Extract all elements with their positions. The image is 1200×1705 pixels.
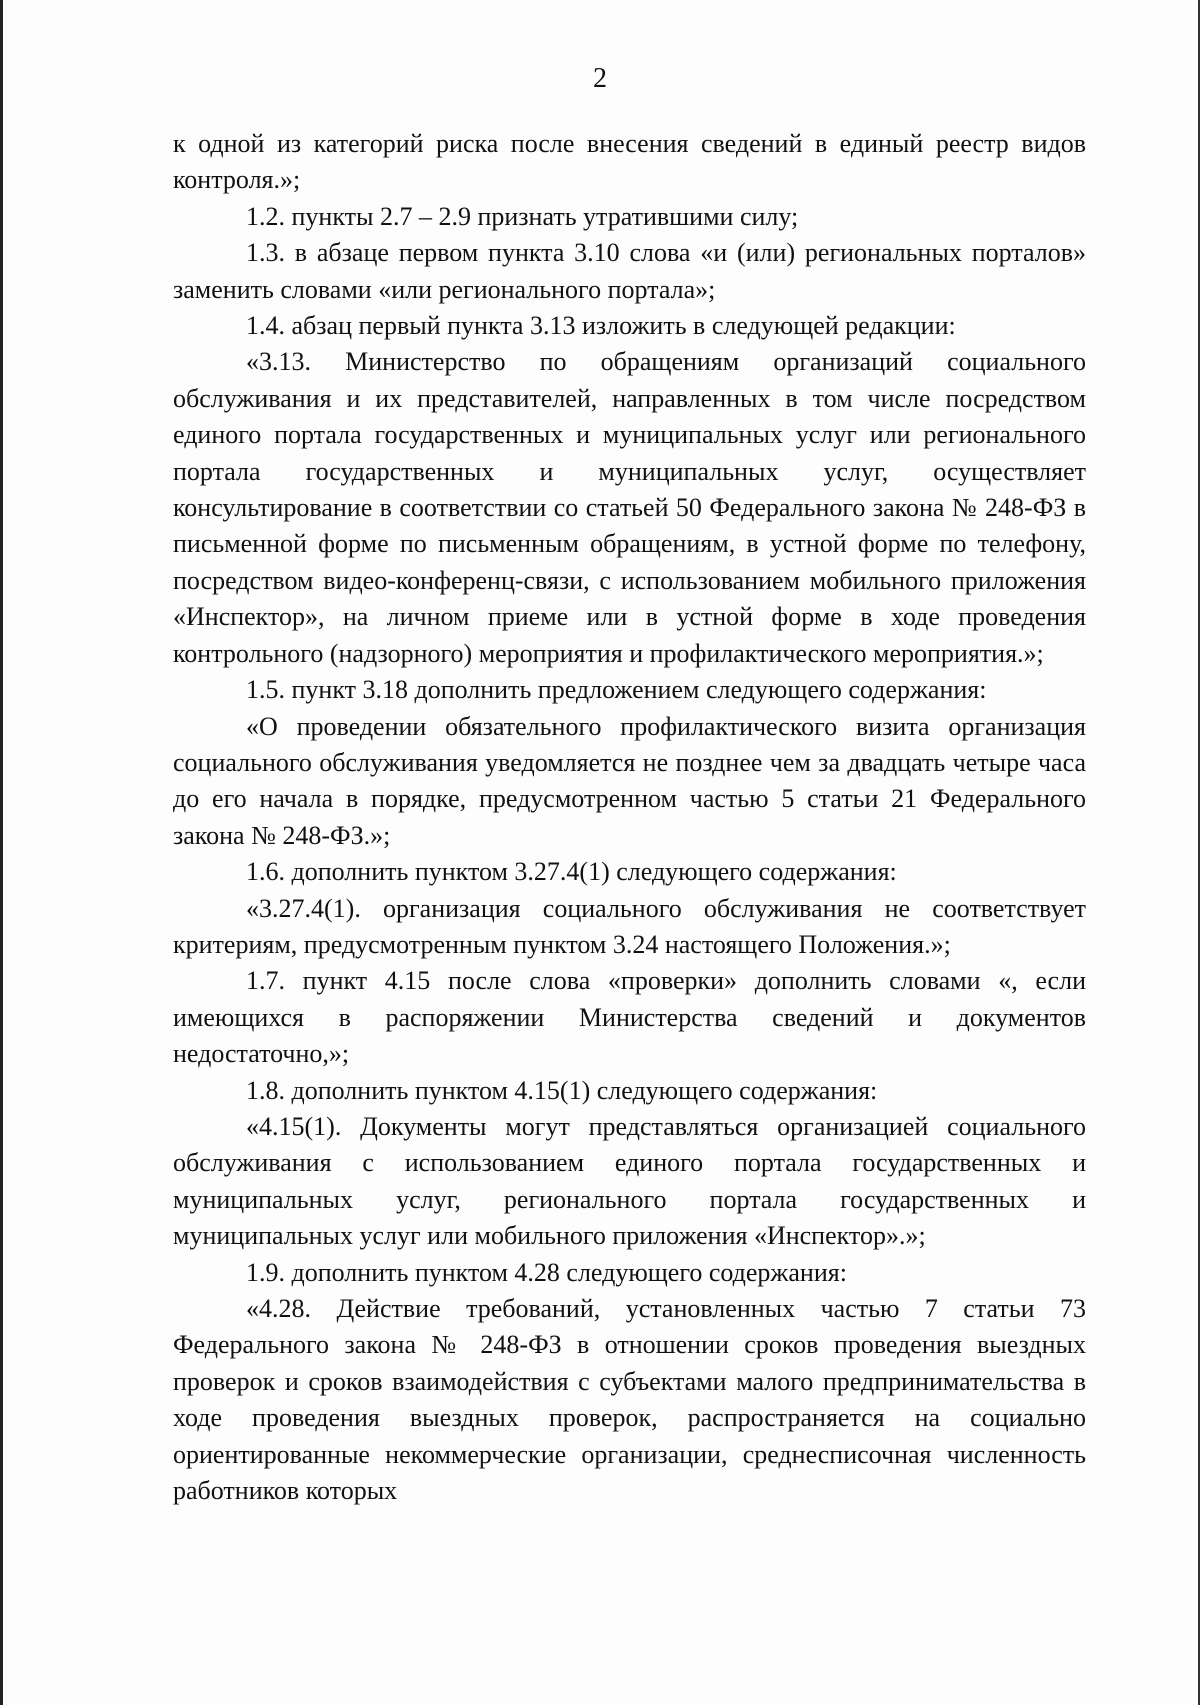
paragraph-1-9: 1.9. дополнить пунктом 4.28 следующего содержания: [246, 1257, 847, 1287]
paragraph-quote-3-27-4-1: «3.27.4(1). организация социального обслуживания не соответствует критериям, предусмотренным пунктом 3.24 настоящего Положения.»; [173, 893, 1086, 959]
paragraph-1-7: 1.7. пункт 4.15 после слова «проверки» дополнить словами «, если имеющихся в распоряжении Министерства сведений и документов недостаточно,»; [173, 966, 1086, 1069]
scan-edge-left [0, 0, 3, 1705]
paragraph-1-2: 1.2. пункты 2.7 – 2.9 признать утратившими силу; [246, 201, 799, 231]
document-body [173, 126, 1086, 1509]
paragraph-1-8: 1.8. дополнить пунктом 4.15(1) следующего содержания: [246, 1075, 878, 1105]
paragraph-quote-visit: «О проведении обязательного профилактического визита организация социального обслуживания уведомляется не позднее чем за двадцать четыре часа до его начала в порядке, предусмотренном частью 5 статьи 21 Федерального закона № 248-ФЗ.»; [173, 711, 1086, 850]
paragraph-continuation: к одной из категорий риска после внесения сведений в единый реестр видов контроля.»; [173, 129, 1086, 195]
paragraph-quote-4-15-1: «4.15(1). Документы могут представляться организацией социального обслуживания с использованием единого портала государственных и муниципальных услуг, регионального портала государственных и муниципальных услуг или мобильного приложения «Инспектор».»; [173, 1111, 1086, 1251]
paragraph-quote-4-28: «4.28. Действие требований, установленных частью 7 статьи 73 Федерального закона № 248-ФЗ в отношении сроков проведения выездных проверок и сроков взаимодействия с субъектами малого предпринимательства в ходе проведения выездных проверок, распространяется на социально ориентированные некоммерческие организации, среднесписочная численность работников которых [173, 1294, 1086, 1506]
paragraph-1-6: 1.6. дополнить пунктом 3.27.4(1) следующего содержания: [246, 857, 897, 887]
page-number: 2 [593, 63, 607, 94]
paragraph-quote-3-13: «3.13. Министерство по обращениям организаций социального обслуживания и их представителей, направленных в том числе посредством единого портала государственных и муниципальных услуг или регионального портала государственных и муниципальных услуг, осуществляет консультирование в соответствии со статьей 50 Федерального закона № 248-ФЗ в письменной форме по письменным обращениям, в устной форме по телефону, посредством видео-конференц-связи, с использованием мобильного приложения «Инспектор», на личном приеме или в устной форме в ходе проведения контрольного (надзорного) мероприятия и профилактического мероприятия.»; [173, 347, 1086, 668]
paragraph-1-4: 1.4. абзац первый пункта 3.13 изложить в следующей редакции: [246, 311, 956, 341]
paragraph-1-5: 1.5. пункт 3.18 дополнить предложением следующего содержания: [246, 675, 987, 705]
paragraph-1-3: 1.3. в абзаце первом пункта 3.10 слова «и (или) региональных порталов» заменить словами «или регионального портала»; [173, 238, 1086, 304]
